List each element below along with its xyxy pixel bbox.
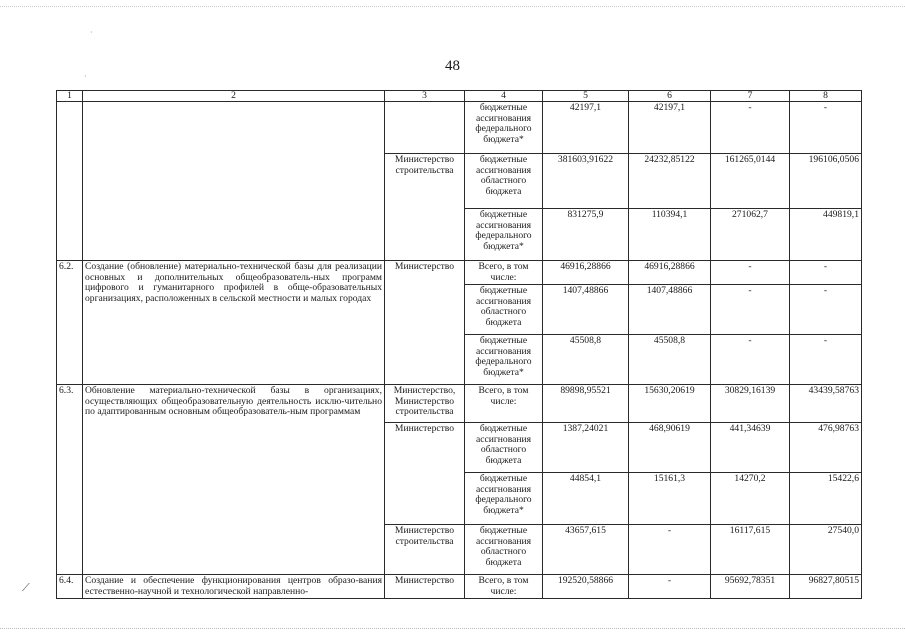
column-header: 7 <box>711 91 790 102</box>
year-value-cell: 15161,3 <box>629 473 711 525</box>
funding-source-cell: бюджетные ассигнования федерального бюджета* <box>465 209 543 261</box>
funding-source-cell: бюджетные ассигнования федерального бюджета* <box>465 473 543 525</box>
column-header: 6 <box>629 91 711 102</box>
total-cell: 43657,615 <box>543 525 629 575</box>
executor-cell: Министерство <box>385 261 465 385</box>
item-description-cell: Создание и обеспечение функционирования центров образо-вания естественно-научной и технологической направленно- <box>83 575 385 599</box>
year-value-cell: 15422,6 <box>790 473 862 525</box>
year-value-cell: 42197,1 <box>629 102 711 154</box>
year-value-cell: - <box>629 575 711 599</box>
budget-table <box>56 90 862 599</box>
year-value-cell: - <box>711 335 790 385</box>
year-value-cell: 476,98763 <box>790 423 862 473</box>
year-value-cell: 161265,0144 <box>711 154 790 209</box>
item-number-cell: 6.4. <box>57 575 83 599</box>
year-value-cell: 449819,1 <box>790 209 862 261</box>
page-number: 48 <box>445 58 460 74</box>
year-value-cell: - <box>711 102 790 154</box>
total-cell: 381603,91622 <box>543 154 629 209</box>
total-cell: 831275,9 <box>543 209 629 261</box>
year-value-cell: 43439,58763 <box>790 385 862 423</box>
funding-source-cell: Всего, в том числе: <box>465 575 543 599</box>
table-row <box>57 385 862 423</box>
year-value-cell: 110394,1 <box>629 209 711 261</box>
column-header: 2 <box>83 91 385 102</box>
total-cell: 89898,95521 <box>543 385 629 423</box>
year-value-cell: 24232,85122 <box>629 154 711 209</box>
funding-source-cell: бюджетные ассигнования областного бюджета <box>465 154 543 209</box>
year-value-cell: - <box>790 335 862 385</box>
year-value-cell: 30829,16139 <box>711 385 790 423</box>
executor-cell: Министерство, Министерство строительства <box>385 385 465 423</box>
total-cell: 42197,1 <box>543 102 629 154</box>
year-value-cell: 15630,20619 <box>629 385 711 423</box>
year-value-cell: 46916,28866 <box>629 261 711 285</box>
year-value-cell: 27540,0 <box>790 525 862 575</box>
column-header: 5 <box>543 91 629 102</box>
total-cell: 45508,8 <box>543 335 629 385</box>
total-cell: 1407,48866 <box>543 285 629 335</box>
year-value-cell: - <box>711 261 790 285</box>
scan-edge-top <box>0 6 905 8</box>
item-number-cell: 6.2. <box>57 261 83 385</box>
year-value-cell: - <box>790 102 862 154</box>
year-value-cell: 196106,0506 <box>790 154 862 209</box>
year-value-cell: 95692,78351 <box>711 575 790 599</box>
scan-artifact-dot: · <box>90 28 93 37</box>
funding-source-cell: бюджетные ассигнования областного бюджета <box>465 285 543 335</box>
funding-source-cell: бюджетные ассигнования областного бюджета <box>465 423 543 473</box>
table-header-row <box>57 91 862 102</box>
executor-cell <box>385 102 465 154</box>
year-value-cell: 1407,48866 <box>629 285 711 335</box>
table-row <box>57 575 862 599</box>
funding-source-cell: бюджетные ассигнования федерального бюджета* <box>465 102 543 154</box>
executor-cell: Министерство <box>385 423 465 525</box>
year-value-cell: 96827,80515 <box>790 575 862 599</box>
year-value-cell: 468,90619 <box>629 423 711 473</box>
year-value-cell: 14270,2 <box>711 473 790 525</box>
total-cell: 46916,28866 <box>543 261 629 285</box>
executor-cell: Министерство строительства <box>385 525 465 575</box>
year-value-cell: - <box>629 525 711 575</box>
year-value-cell: 271062,7 <box>711 209 790 261</box>
item-number-cell: 6.3. <box>57 385 83 575</box>
column-header: 3 <box>385 91 465 102</box>
year-value-cell: - <box>790 261 862 285</box>
executor-cell: Министерство строительства <box>385 154 465 261</box>
scan-edge-bottom <box>0 628 905 630</box>
column-header: 4 <box>465 91 543 102</box>
funding-source-cell: Всего, в том числе: <box>465 385 543 423</box>
column-header: 1 <box>57 91 83 102</box>
year-value-cell: - <box>711 285 790 335</box>
year-value-cell: 441,34639 <box>711 423 790 473</box>
total-cell: 192520,58866 <box>543 575 629 599</box>
funding-source-cell: бюджетные ассигнования федерального бюджета* <box>465 335 543 385</box>
executor-cell: Министерство <box>385 575 465 599</box>
total-cell: 1387,24021 <box>543 423 629 473</box>
table-row <box>57 261 862 285</box>
total-cell: 44854,1 <box>543 473 629 525</box>
year-value-cell: 45508,8 <box>629 335 711 385</box>
year-value-cell: - <box>790 285 862 335</box>
item-description-cell <box>83 102 385 261</box>
item-description-cell: Обновление материально-технической базы в организациях, осуществляющих общеобразовательную деятельность исклю-чительно по адаптированным основным общеобразователь-ным программам <box>83 385 385 575</box>
column-header: 8 <box>790 91 862 102</box>
table-row <box>57 102 862 154</box>
scan-artifact-mark: ⟋ <box>22 582 30 594</box>
item-description-cell: Создание (обновление) материально-технической базы для реализации основных и дополнительных общеобразователь-ных программ цифрового и гуманитарного профилей в обще-образовательных организациях, расположенных в сельской местности и малых городах <box>83 261 385 385</box>
scan-artifact-dot: · <box>84 72 87 81</box>
item-number-cell <box>57 102 83 261</box>
funding-source-cell: бюджетные ассигнования областного бюджета <box>465 525 543 575</box>
funding-source-cell: Всего, в том числе: <box>465 261 543 285</box>
year-value-cell: 16117,615 <box>711 525 790 575</box>
